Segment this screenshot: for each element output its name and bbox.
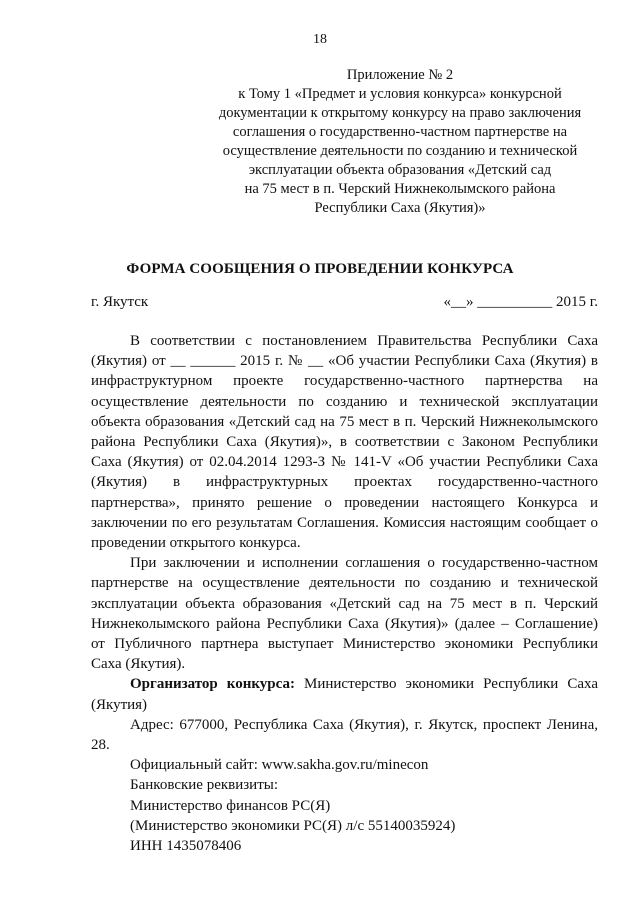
document-body <box>91 331 598 856</box>
organizer-value: Министерство экономики Республики Саха (Якутия) <box>91 676 598 713</box>
paragraph-bank-details: Банковские реквизиты: <box>130 777 279 794</box>
appendix-line: к Тому 1 «Предмет и условия конкурса» конкурсной <box>238 86 562 102</box>
appendix-line: документации к открытому конкурсу на право заключения <box>218 105 582 121</box>
appendix-line: соглашения о государственно-частном партнерстве на <box>232 124 568 140</box>
paragraph-ministry-account: (Министерство экономики РС(Я) л/с 55140035924) <box>130 817 456 834</box>
appendix-header <box>200 66 600 218</box>
paragraph-decision: В соответствии с постановлением Правительства Республики Саха (Якутия) от __ ______ 2015 г. № __ «Об участии Республики Саха (Якутия) в инфраструктурном проекте государственно-частного партнерства на осуществление деятельности по созданию и технической эксплуатации объекта образования «Детский сад на 75 мест в п. Черский Нижнеколымского района Республики Саха (Якутия)», в соответствии с Законом Республики Саха (Якутия) от 02.04.2014 1293-З № 141-V «Об участии Республики Саха (Якутия) в инфраструктурных проектах государственно-частного партнерства», принято решение о проведении настоящего Конкурса и заключении по его результатам Соглашения. Комиссия настоящим сообщает о проведении открытого конкурса. <box>91 333 598 552</box>
paragraph-ministry-finance: Министерство финансов РС(Я) <box>130 797 331 814</box>
appendix-line: Республики Саха (Якутия)» <box>314 200 486 216</box>
appendix-line: на 75 мест в п. Черский Нижнеколымского района <box>244 181 556 197</box>
date-field: «__» __________ 2015 г. <box>443 294 598 310</box>
paragraph-partner: При заключении и исполнении соглашения о государственно-частном партнерстве на осуществление деятельности по созданию и технической эксплуатации объекта образования «Детский сад на 75 мест в п. Черский Нижнеколымского района Республики Саха (Якутия)» (далее – Соглашение) от Публичного партнера выступает Министерство экономики Республики Саха (Якутия). <box>91 555 598 673</box>
paragraph-website: Официальный сайт: www.sakha.gov.ru/minecon <box>130 757 429 774</box>
paragraph-organizer <box>91 674 598 714</box>
appendix-line: эксплуатации объекта образования «Детский сад <box>248 162 552 178</box>
paragraph-inn: ИНН 1435078406 <box>130 838 242 855</box>
city-label: г. Якутск <box>91 294 149 310</box>
organizer-label: Организатор конкурса: <box>130 676 295 693</box>
paragraph-address: Адрес: 677000, Республика Саха (Якутия), г. Якутск, проспект Ленина, 28. <box>91 716 598 754</box>
page-number: 18 <box>313 32 327 47</box>
appendix-line: осуществление деятельности по созданию и технической <box>222 143 578 159</box>
appendix-line: Приложение № 2 <box>346 67 454 83</box>
document-title: ФОРМА СООБЩЕНИЯ О ПРОВЕДЕНИИ КОНКУРСА <box>126 261 514 277</box>
